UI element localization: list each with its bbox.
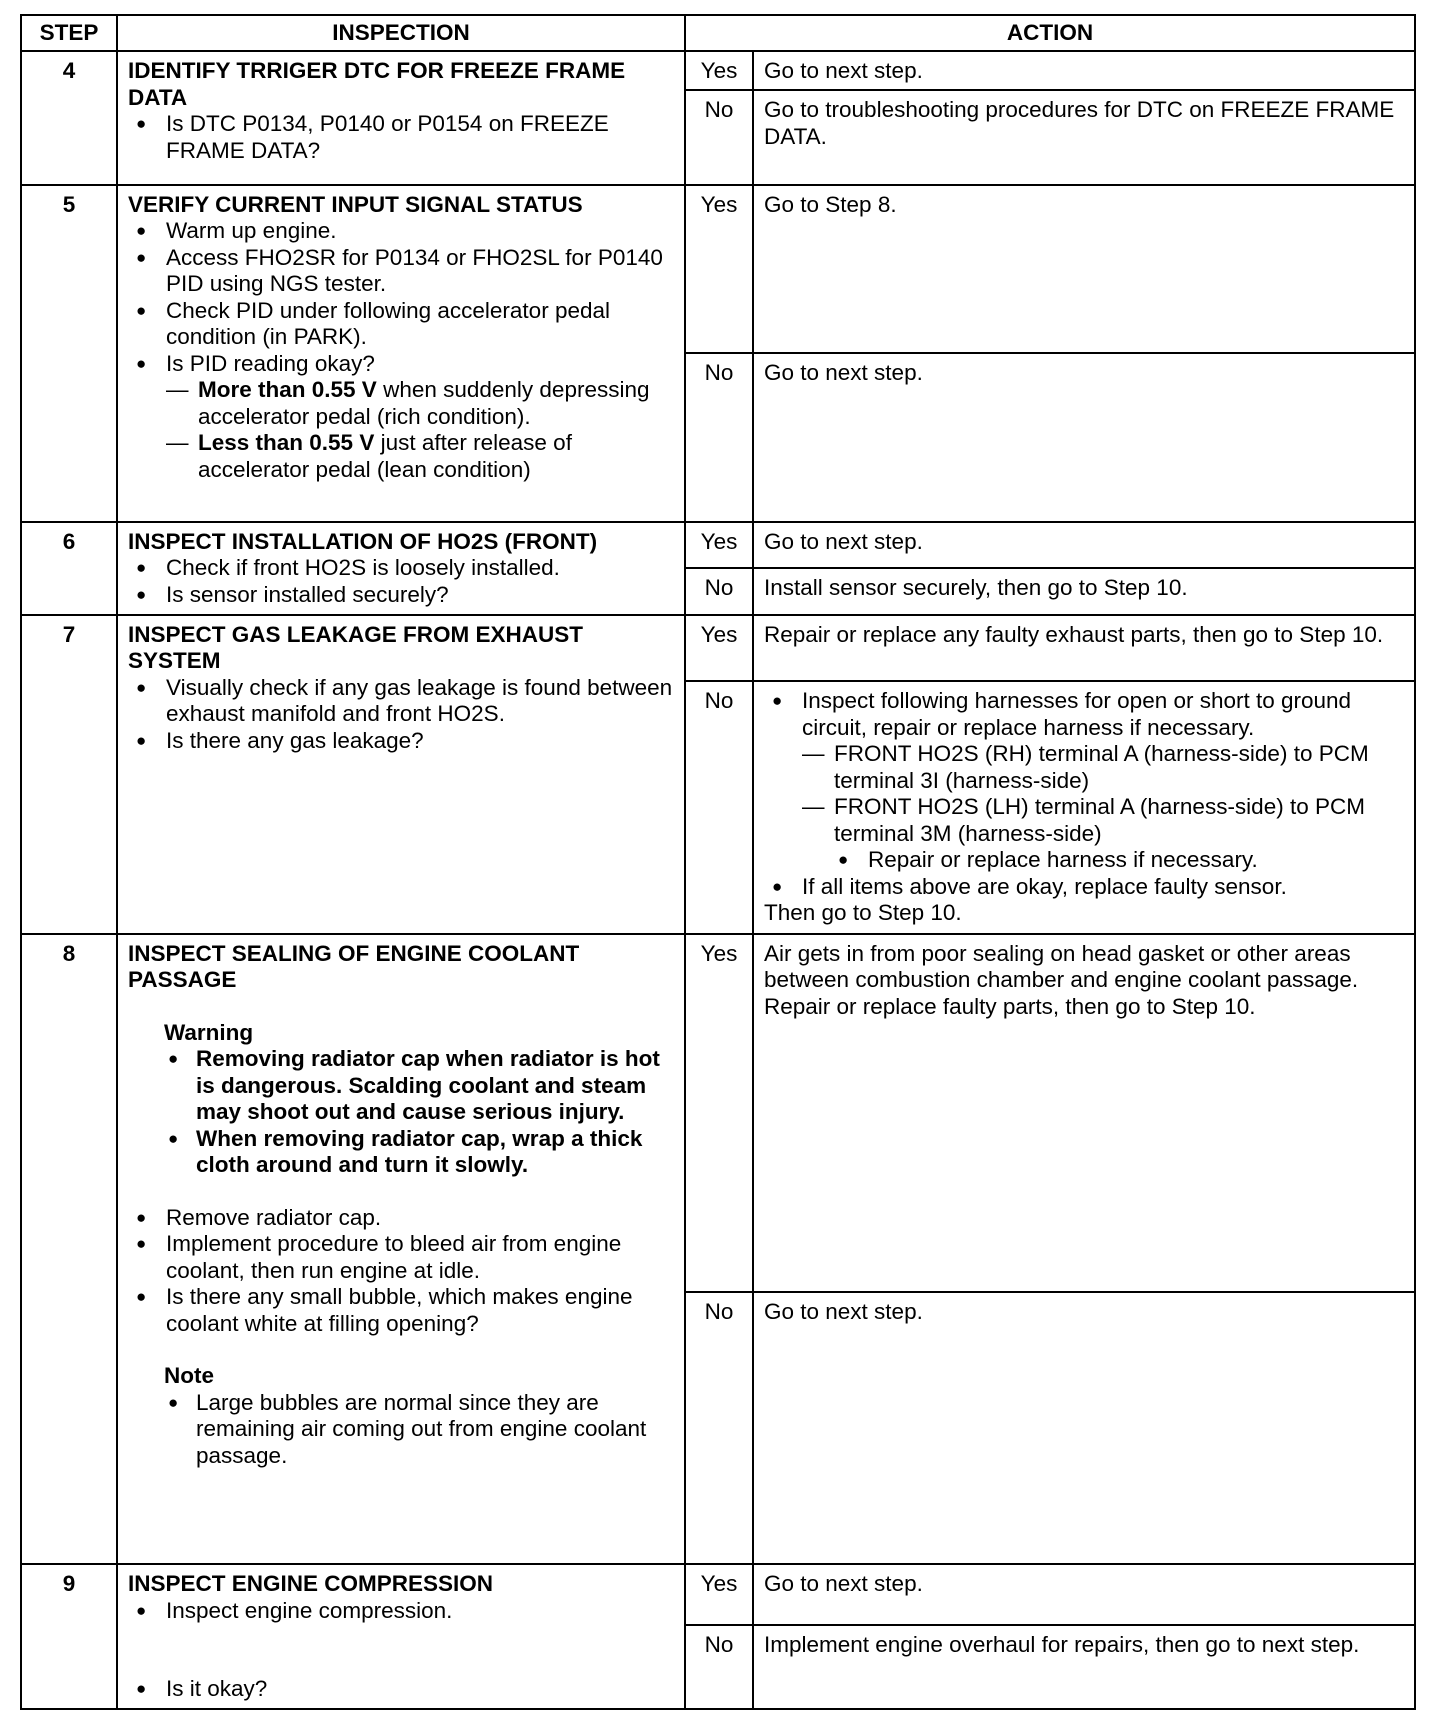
- threshold-value: Less than 0.55 V: [198, 430, 375, 456]
- table-row: [21, 522, 1415, 568]
- header-action: ACTION: [685, 15, 1415, 51]
- inspection-bullet: ● Is PID reading okay?: [128, 351, 674, 378]
- action-yes: Go to next step.: [753, 51, 1415, 90]
- header-step: STEP: [21, 15, 117, 51]
- inspection-bullet: ● Remove radiator cap.: [128, 1205, 674, 1232]
- step-number: 6: [21, 522, 117, 615]
- action-sub-bullet: ● Repair or replace harness if necessary.: [764, 847, 1404, 874]
- action-no: [753, 681, 1415, 934]
- answer-yes: Yes: [685, 934, 753, 1292]
- step-number: 7: [21, 615, 117, 934]
- inspection-bullet: ● Is DTC P0134, P0140 or P0154 on FREEZE FRAME DATA?: [128, 111, 674, 164]
- inspection-bullet: ● Is there any small bubble, which makes engine coolant white at filling opening?: [128, 1284, 674, 1337]
- answer-no: No: [685, 568, 753, 614]
- answer-no: No: [685, 1292, 753, 1564]
- step-number: 8: [21, 934, 117, 1564]
- inspection-bullet: ● Implement procedure to bleed air from engine coolant, then run engine at idle.: [128, 1231, 674, 1284]
- step-number: 9: [21, 1564, 117, 1709]
- inspection-cell: [117, 185, 685, 522]
- step-title: INSPECT SEALING OF ENGINE COOLANT PASSAGE: [128, 940, 580, 993]
- warning-label: Warning: [164, 1019, 254, 1045]
- troubleshooting-table: [20, 14, 1416, 1710]
- inspection-cell: [117, 522, 685, 615]
- action-text: Repair or replace faulty parts, then go to Step 10.: [764, 993, 1256, 1019]
- action-tail: Then go to Step 10.: [764, 900, 962, 926]
- answer-yes: Yes: [685, 615, 753, 682]
- action-no: Go to next step.: [753, 1292, 1415, 1564]
- inspection-bullet: ● Warm up engine.: [128, 218, 674, 245]
- step-title: INSPECT INSTALLATION OF HO2S (FRONT): [128, 528, 598, 554]
- action-yes: Go to next step.: [753, 522, 1415, 568]
- action-yes: Go to Step 8.: [753, 185, 1415, 353]
- action-yes: Go to next step.: [753, 1564, 1415, 1625]
- step-title: INSPECT GAS LEAKAGE FROM EXHAUST SYSTEM: [128, 621, 584, 674]
- step-number: 4: [21, 51, 117, 185]
- action-yes: Repair or replace any faulty exhaust parts, then go to Step 10.: [753, 615, 1415, 682]
- answer-no: No: [685, 90, 753, 185]
- answer-yes: Yes: [685, 185, 753, 353]
- step-title: VERIFY CURRENT INPUT SIGNAL STATUS: [128, 191, 583, 217]
- warning-bullet: ● When removing radiator cap, wrap a thick cloth around and turn it slowly.: [128, 1126, 674, 1179]
- action-no: Install sensor securely, then go to Step 10.: [753, 568, 1415, 614]
- inspection-bullet: ● Is there any gas leakage?: [128, 728, 674, 755]
- action-yes: [753, 934, 1415, 1292]
- threshold-value: More than 0.55 V: [198, 377, 377, 403]
- table-row: [21, 1564, 1415, 1625]
- action-bullet: ● If all items above are okay, replace faulty sensor.: [764, 874, 1404, 901]
- answer-no: No: [685, 353, 753, 521]
- answer-no: No: [685, 1625, 753, 1709]
- answer-yes: Yes: [685, 1564, 753, 1625]
- action-no: Go to troubleshooting procedures for DTC on FREEZE FRAME DATA.: [753, 90, 1415, 185]
- table-row: [21, 51, 1415, 90]
- step-title: IDENTIFY TRRIGER DTC FOR FREEZE FRAME DATA: [128, 58, 626, 110]
- note-bullet: ● Large bubbles are normal since they are remaining air coming out from engine coolant passage.: [128, 1390, 674, 1470]
- action-no: Implement engine overhaul for repairs, then go to next step.: [753, 1625, 1415, 1709]
- answer-no: No: [685, 681, 753, 934]
- header-inspection: INSPECTION: [117, 15, 685, 51]
- inspection-bullet: ● Is sensor installed securely?: [128, 582, 674, 609]
- action-bullet: ● Inspect following harnesses for open or short to ground circuit, repair or replace harness if necessary.: [764, 688, 1404, 741]
- inspection-bullet: ● Is it okay?: [128, 1676, 674, 1703]
- action-no: Go to next step.: [753, 353, 1415, 521]
- answer-yes: Yes: [685, 51, 753, 90]
- inspection-bullet: ● Visually check if any gas leakage is found between exhaust manifold and front HO2S.: [128, 675, 674, 728]
- table-row: [21, 615, 1415, 682]
- step-number: 5: [21, 185, 117, 522]
- inspection-cell: [117, 615, 685, 934]
- table-header-row: [21, 15, 1415, 51]
- action-text: Air gets in from poor sealing on head gasket or other areas between combustion chamber and engine coolant passage.: [764, 940, 1359, 993]
- warning-bullet: ● Removing radiator cap when radiator is hot is dangerous. Scalding coolant and steam may shoot out and cause serious injury.: [128, 1046, 674, 1126]
- inspection-cell: [117, 1564, 685, 1709]
- answer-yes: Yes: [685, 522, 753, 568]
- troubleshooting-table-sheet: [20, 14, 1414, 1710]
- condition-text: when suddenly depressing accelerator pedal (rich condition).: [198, 377, 650, 429]
- step-title: INSPECT ENGINE COMPRESSION: [128, 1571, 494, 1597]
- inspection-cell: [117, 51, 685, 185]
- table-row: [21, 185, 1415, 353]
- inspection-bullet: ● Inspect engine compression.: [128, 1598, 674, 1625]
- table-row: [21, 934, 1415, 1292]
- condition-text: just after release of accelerator pedal (lean condition): [198, 430, 572, 482]
- inspection-bullet: ● Check if front HO2S is loosely installed.: [128, 555, 674, 582]
- inspection-bullet: ● Check PID under following accelerator pedal condition (in PARK).: [128, 298, 674, 351]
- harness-item: — FRONT HO2S (LH) terminal A (harness-side) to PCM terminal 3M (harness-side): [764, 794, 1404, 847]
- note-label: Note: [164, 1363, 214, 1389]
- pid-condition-rich: [128, 377, 674, 430]
- inspection-cell: [117, 934, 685, 1564]
- harness-item: — FRONT HO2S (RH) terminal A (harness-side) to PCM terminal 3I (harness-side): [764, 741, 1404, 794]
- pid-condition-lean: [128, 430, 674, 483]
- inspection-bullet: ● Access FHO2SR for P0134 or FHO2SL for P0140 PID using NGS tester.: [128, 245, 674, 298]
